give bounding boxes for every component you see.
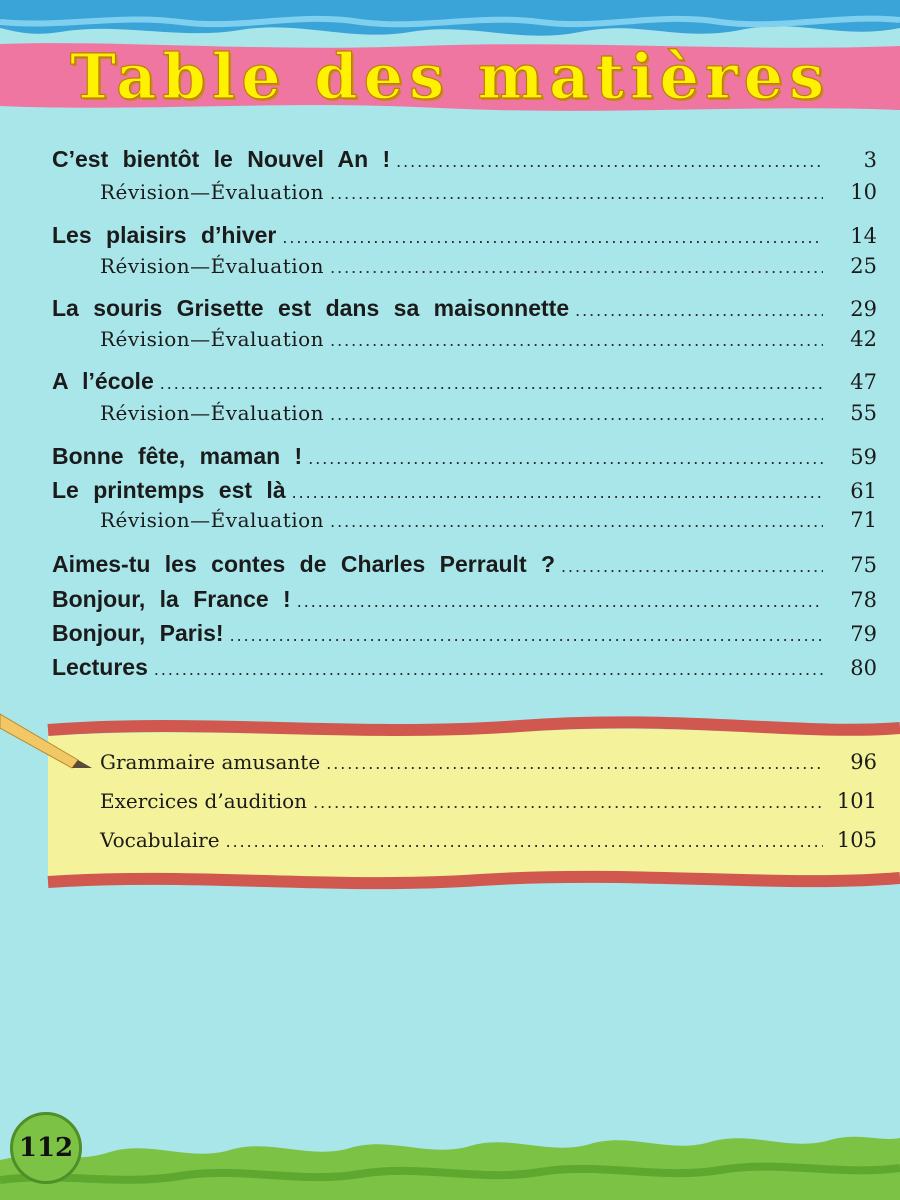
leader-dots — [561, 556, 823, 577]
toc-entry[interactable] — [52, 477, 877, 509]
toc-entry[interactable] — [52, 654, 877, 686]
toc-subentry-label: Révision—Évaluation — [100, 401, 325, 425]
leader-dots — [330, 257, 823, 278]
title-area — [0, 38, 900, 116]
toc-entry-label: Lectures — [52, 654, 148, 680]
leader-dots — [230, 625, 823, 646]
appendix-entry[interactable] — [100, 789, 877, 821]
toc-subentry[interactable] — [100, 254, 877, 286]
toc-entry-page: 61 — [850, 479, 877, 503]
appendix-entry-label: Exercices d’audition — [100, 789, 308, 813]
toc-entry-label: A l’école — [52, 368, 154, 394]
toc-entry-label: Bonne fête, maman ! — [52, 443, 303, 469]
toc-entry[interactable] — [52, 295, 877, 327]
toc-subentry-label: Révision—Évaluation — [100, 508, 325, 532]
toc-entry-page: 59 — [850, 445, 877, 469]
appendix-entry[interactable] — [100, 828, 877, 860]
toc-subentry-page: 10 — [850, 180, 877, 204]
leader-dots — [330, 404, 823, 425]
toc-entry[interactable] — [52, 146, 877, 178]
leader-dots — [330, 330, 823, 351]
toc-subentry[interactable] — [100, 508, 877, 540]
leader-dots — [282, 227, 823, 248]
leader-dots — [326, 753, 823, 774]
toc-entry-page: 14 — [850, 224, 877, 248]
leader-dots — [292, 482, 823, 503]
appendix-entry-page: 101 — [836, 789, 877, 813]
appendix-entry-page: 96 — [850, 750, 877, 774]
appendix-section — [0, 712, 900, 897]
toc-entry-page: 47 — [850, 370, 877, 394]
toc-entry-label: Aimes-tu les contes de Charles Perrault ? — [52, 551, 556, 577]
appendix-entry-label: Vocabulaire — [100, 828, 220, 852]
toc-entry-page: 3 — [863, 148, 877, 172]
leader-dots — [396, 151, 823, 172]
appendix-entry-label: Grammaire amusante — [100, 750, 321, 774]
toc-entry-page: 29 — [850, 297, 877, 321]
toc-entry[interactable] — [52, 586, 877, 618]
toc-entry[interactable] — [52, 551, 877, 583]
leader-dots — [313, 792, 823, 813]
toc-entry[interactable] — [52, 222, 877, 254]
toc-subentry-label: Révision—Évaluation — [100, 327, 325, 351]
toc-subentry-page: 55 — [850, 401, 877, 425]
toc-subentry[interactable] — [100, 327, 877, 359]
toc-entry[interactable] — [52, 443, 877, 475]
leader-dots — [330, 511, 823, 532]
page-title: Table des matières — [69, 40, 831, 113]
appendix-entry-page: 105 — [836, 828, 877, 852]
toc-entry-label: Le printemps est là — [52, 477, 286, 503]
leader-dots — [226, 831, 823, 852]
toc-subentry-page: 71 — [850, 508, 877, 532]
toc-entry-page: 79 — [850, 622, 877, 646]
toc-entry-label: La souris Grisette est dans sa maisonnette — [52, 295, 570, 321]
toc-subentry[interactable] — [100, 180, 877, 212]
toc-entry-page: 78 — [850, 588, 877, 612]
leader-dots — [297, 591, 823, 612]
toc-entry-label: Bonjour, Paris! — [52, 620, 224, 646]
leader-dots — [330, 183, 823, 204]
leader-dots — [308, 448, 823, 469]
toc-entry-label: C’est bientôt le Nouvel An ! — [52, 146, 391, 172]
page-number-badge: 112 — [10, 1112, 82, 1184]
toc-subentry-page: 25 — [850, 254, 877, 278]
toc-subentry[interactable] — [100, 401, 877, 433]
appendix-entry[interactable] — [100, 750, 877, 782]
toc-subentry-label: Révision—Évaluation — [100, 180, 325, 204]
toc-subentry-page: 42 — [850, 327, 877, 351]
toc-entry-page: 75 — [850, 553, 877, 577]
toc-subentry-label: Révision—Évaluation — [100, 254, 325, 278]
toc-entry-label: Bonjour, la France ! — [52, 586, 291, 612]
toc-entry[interactable] — [52, 620, 877, 652]
leader-dots — [160, 373, 823, 394]
leader-dots — [575, 300, 823, 321]
toc-entry[interactable] — [52, 368, 877, 400]
leader-dots — [154, 659, 823, 680]
toc-entry-label: Les plaisirs d’hiver — [52, 222, 277, 248]
toc-entry-page: 80 — [850, 656, 877, 680]
